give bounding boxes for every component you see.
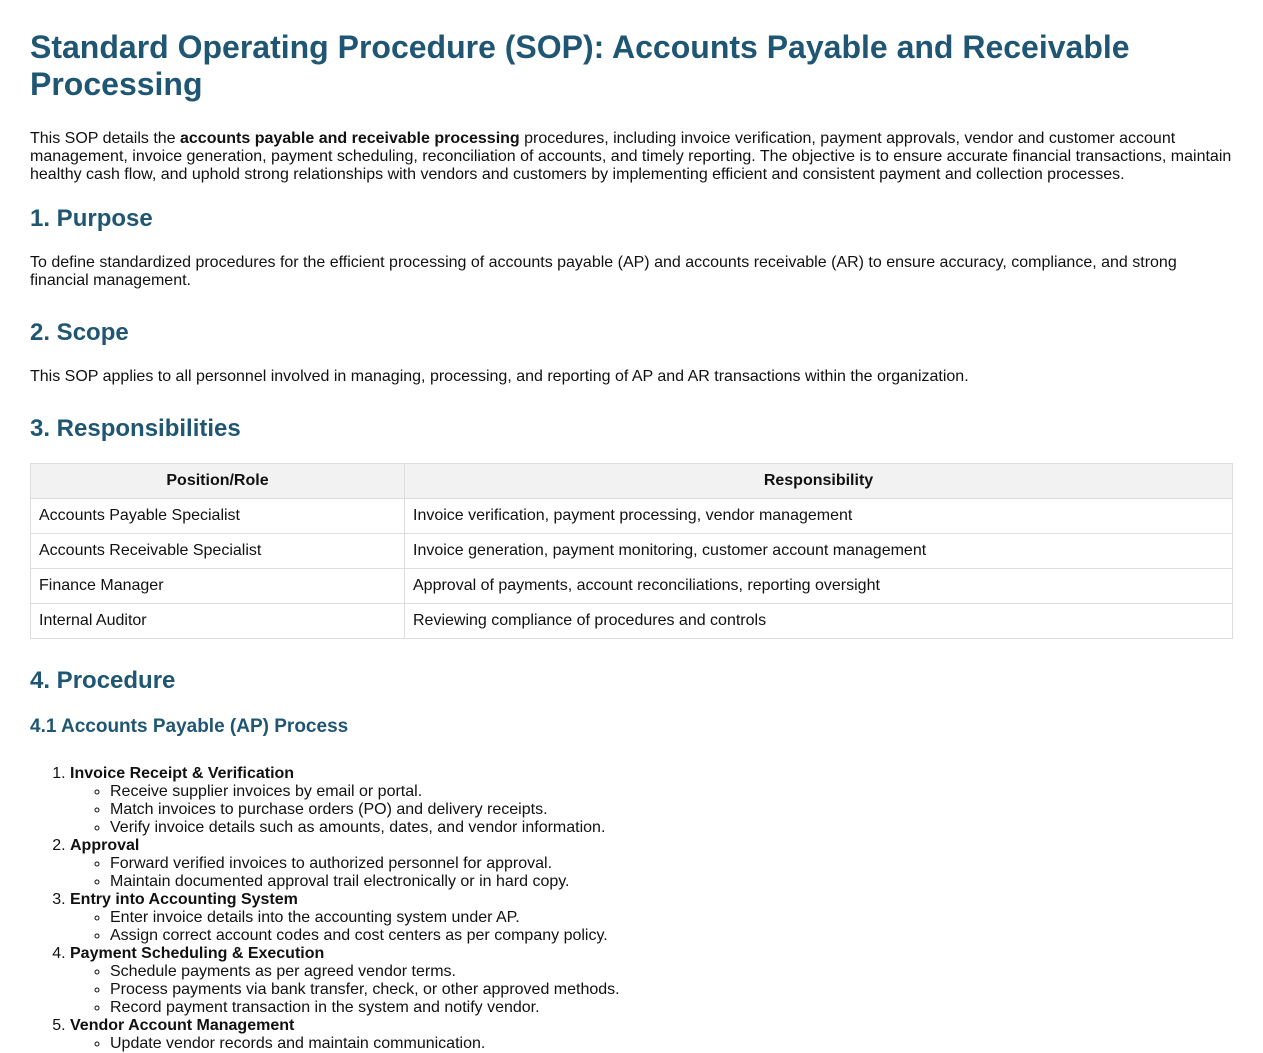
role-cell: Accounts Receivable Specialist bbox=[31, 534, 405, 569]
responsibilities-heading: 3. Responsibilities bbox=[30, 415, 241, 442]
table-row bbox=[31, 534, 1233, 569]
column-header-responsibility: Responsibility bbox=[405, 464, 1233, 499]
step-title: Entry into Accounting System bbox=[70, 891, 298, 908]
sub-list-item: ◦ Update vendor records and maintain communication. bbox=[110, 1035, 1233, 1053]
document-page bbox=[0, 29, 1263, 1053]
scope-heading: 2. Scope bbox=[30, 319, 129, 346]
sub-list bbox=[70, 855, 1233, 891]
sub-list bbox=[70, 909, 1233, 945]
responsibility-cell: Approval of payments, account reconciliations, reporting oversight bbox=[405, 569, 1233, 604]
list-item bbox=[70, 765, 1233, 837]
role-cell: Internal Auditor bbox=[31, 604, 405, 639]
list-item bbox=[70, 891, 1233, 945]
sub-list-item: ◦ Assign correct account codes and cost centers as per company policy. bbox=[110, 927, 1233, 945]
sub-list-item: ◦ Verify invoice details such as amounts, dates, and vendor information. bbox=[110, 819, 1233, 837]
intro-suffix: procedures, including invoice verification, payment approvals, vendor and customer account management, invoice generation, payment scheduling, reconciliation of accounts, and timely reporting. The objective is to ensure accurate financial transactions, maintain healthy cash flow, and uphold strong relationships with vendors and customers by implementing efficient and consistent payment and collection processes. bbox=[30, 130, 1232, 183]
responsibility-cell: Reviewing compliance of procedures and controls bbox=[405, 604, 1233, 639]
page-title: Standard Operating Procedure (SOP): Accounts Payable and Receivable Processing bbox=[30, 29, 1130, 102]
sub-list-item: ◦ Forward verified invoices to authorized personnel for approval. bbox=[110, 855, 1233, 873]
role-cell: Accounts Payable Specialist bbox=[31, 499, 405, 534]
sub-list-item: ◦ Enter invoice details into the accounting system under AP. bbox=[110, 909, 1233, 927]
role-cell: Finance Manager bbox=[31, 569, 405, 604]
responsibility-cell: Invoice verification, payment processing, vendor management bbox=[405, 499, 1233, 534]
column-header-position: Position/Role bbox=[31, 464, 405, 499]
table-row bbox=[31, 569, 1233, 604]
sub-list-item: ◦ Record payment transaction in the system and notify vendor. bbox=[110, 999, 1233, 1017]
responsibilities-table bbox=[30, 463, 1233, 639]
sub-list-item: ◦ Schedule payments as per agreed vendor terms. bbox=[110, 963, 1233, 981]
sub-list bbox=[70, 1035, 1233, 1053]
intro-bold: accounts payable and receivable processing bbox=[180, 130, 520, 147]
sub-list-item: ◦ Match invoices to purchase orders (PO) and delivery receipts. bbox=[110, 801, 1233, 819]
responsibility-cell: Invoice generation, payment monitoring, customer account management bbox=[405, 534, 1233, 569]
list-item bbox=[70, 945, 1233, 1017]
sub-list bbox=[70, 963, 1233, 1017]
ap-steps-list bbox=[30, 765, 1233, 1053]
step-title: Approval bbox=[70, 837, 140, 854]
purpose-text: To define standardized procedures for the efficient processing of accounts payable (AP) and accounts receivable (AR) to ensure accuracy, compliance, and strong financial management. bbox=[30, 254, 1177, 289]
ap-process-heading: 4.1 Accounts Payable (AP) Process bbox=[30, 716, 349, 737]
intro-paragraph bbox=[30, 130, 1233, 184]
sub-list-item: ◦ Maintain documented approval trail electronically or in hard copy. bbox=[110, 873, 1233, 891]
list-item bbox=[70, 1017, 1233, 1053]
table-row bbox=[31, 604, 1233, 639]
list-item bbox=[70, 837, 1233, 891]
step-title: Invoice Receipt & Verification bbox=[70, 765, 295, 782]
procedure-heading: 4. Procedure bbox=[30, 667, 176, 694]
step-title: Vendor Account Management bbox=[70, 1017, 295, 1034]
intro-prefix: This SOP details the bbox=[30, 130, 180, 147]
table-row bbox=[31, 499, 1233, 534]
sub-list-item: ◦ Receive supplier invoices by email or portal. bbox=[110, 783, 1233, 801]
sub-list-item: ◦ Process payments via bank transfer, check, or other approved methods. bbox=[110, 981, 1233, 999]
sub-list bbox=[70, 783, 1233, 837]
table-header-row bbox=[31, 464, 1233, 499]
step-title: Payment Scheduling & Execution bbox=[70, 945, 325, 962]
purpose-heading: 1. Purpose bbox=[30, 205, 153, 232]
scope-text: This SOP applies to all personnel involved in managing, processing, and reporting of AP and AR transactions within the organization. bbox=[30, 368, 969, 385]
